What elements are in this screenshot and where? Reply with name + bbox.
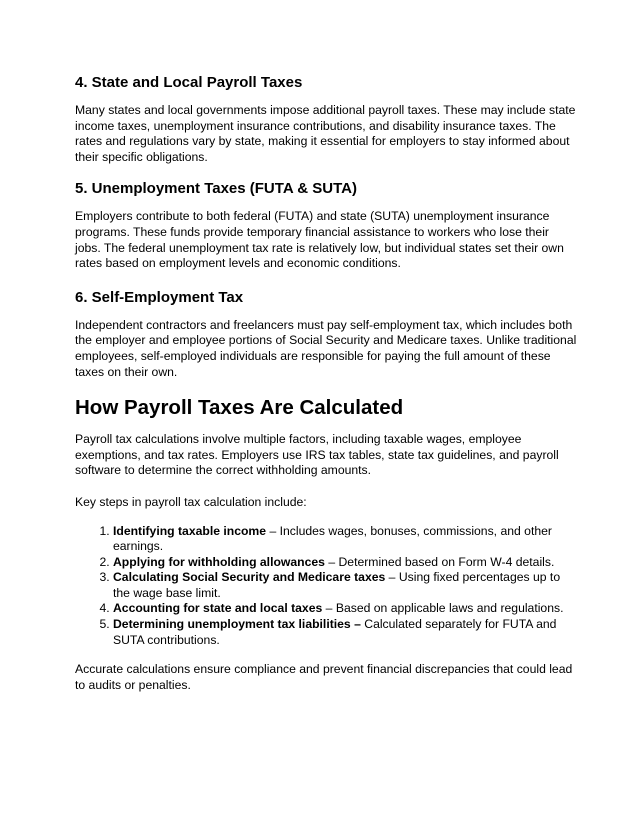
- section-heading-state-local: 4. State and Local Payroll Taxes: [75, 74, 303, 91]
- list-item: [113, 524, 578, 555]
- step-title: Identifying taxable income: [113, 523, 267, 538]
- section-body-self-employment: Independent contractors and freelancers must pay self-employment tax, which includes both the employer and employee portions of Social Security and Medicare taxes. Unlike traditional employees, self-employed individuals are responsible for paying the full amount of these taxes on their own.: [75, 317, 577, 379]
- section-body-state-local: Many states and local governments impose additional payroll taxes. These may include state income taxes, unemployment insurance contributions, and disability insurance taxes. The rates and regulations vary by state, making it essential for employers to stay informed about their specific obligations.: [75, 103, 576, 164]
- section-heading-self-employment: 6. Self-Employment Tax: [75, 288, 244, 306]
- list-item: [113, 555, 578, 571]
- step-title: Determining unemployment tax liabilities –: [113, 617, 361, 632]
- section-body-unemployment: Employers contribute to both federal (FUTA) and state (SUTA) unemployment insurance programs. These funds provide temporary financial assistance to workers who lose their jobs. The federal unemployment tax rate is relatively low, but individual states set their own rates based on employment levels and economic conditions.: [75, 209, 564, 271]
- step-title: Calculating Social Security and Medicare taxes: [113, 570, 386, 585]
- calc-steps-intro: Key steps in payroll tax calculation include:: [75, 494, 307, 509]
- step-title: Applying for withholding allowances: [113, 554, 325, 569]
- calc-steps-list: [75, 524, 578, 649]
- section-heading-unemployment: 5. Unemployment Taxes (FUTA & SUTA): [75, 180, 357, 198]
- step-detail: – Includes wages, bonuses, commissions, and other earnings.: [113, 523, 552, 554]
- step-detail: Calculated separately for FUTA and SUTA contributions.: [113, 617, 557, 647]
- list-item: [113, 570, 578, 601]
- list-item: [113, 601, 578, 617]
- calc-intro: Payroll tax calculations involve multiple factors, including taxable wages, employee exemptions, and tax rates. Employers use IRS tax tables, state tax guidelines, and payroll software to determine the correct withholding amounts.: [75, 432, 559, 478]
- step-title: Accounting for state and local taxes: [113, 601, 323, 616]
- calc-heading: How Payroll Taxes Are Calculated: [75, 396, 404, 420]
- step-detail: – Using fixed percentages up to the wage base limit.: [113, 570, 561, 600]
- step-detail: – Based on applicable laws and regulations.: [322, 601, 564, 616]
- list-item: [113, 617, 578, 648]
- calc-closing: Accurate calculations ensure compliance and prevent financial discrepancies that could lead to audits or penalties.: [75, 662, 573, 692]
- step-detail: – Determined based on Form W-4 details.: [324, 554, 555, 569]
